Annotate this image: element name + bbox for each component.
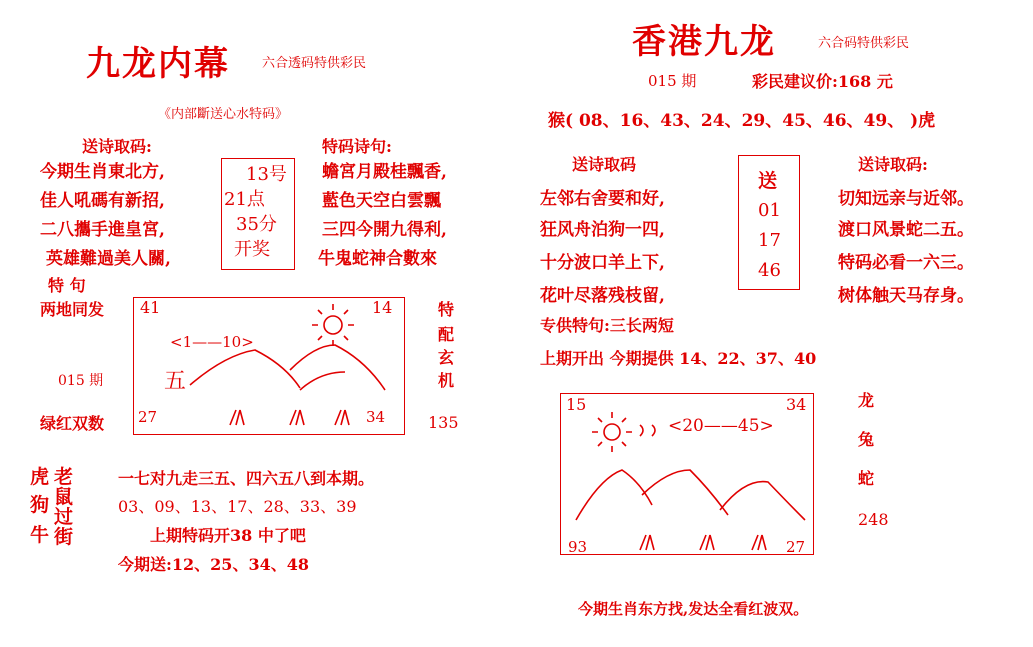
right-monkey-line: 猴( 08、16、43、24、29、45、46、49、 )虎 [548,111,936,131]
right-poem-line-1: 左邻右舍要和好, [540,189,665,209]
left-box-line-4: 开奖 [234,239,270,260]
right-price: 彩民建议价:168 元 [752,72,893,91]
right-title-sub: 六合码特供彩民 [818,36,910,51]
right-sketch-tr: 34 [786,395,807,414]
left-poem-right-header: 特码诗句: [322,137,392,156]
left-poem-line-4: 英雄難過美人關, [46,249,171,269]
left-sketch-char: 五 [164,369,187,394]
left-poem-line-2: 佳人吼碼有新招, [40,191,165,211]
left-side-num: 135 [428,413,459,432]
right-title: 香港九龙 [632,22,776,62]
right-poem-right-line-1: 切知远亲与近邻。 [838,189,974,209]
left-subtitle: 《内部斷送心水特码》 [158,107,289,122]
left-sketch-br: 34 [366,408,386,426]
right-side-char-3: 蛇 [858,469,875,488]
left-period: 015 期 [58,373,104,389]
left-zodiac-1-1: 虎 [30,466,50,488]
right-poem-line-2: 狂风舟泊狗一四, [540,220,665,240]
left-lvhong: 绿红双数 [40,414,105,433]
left-poem-header: 送诗取码: [82,137,152,156]
right-poem-line-3: 十分波口羊上下, [540,253,665,273]
right-box-line-2: 01 [758,200,781,221]
left-box-line-3: 35分 [236,214,277,235]
right-side-char-2: 兔 [858,430,875,449]
left-poem-right-line-3: 三四今開九得利, [322,220,447,240]
right-period: 015 期 [648,72,697,90]
left-poem-line-1: 今期生肖東北方, [40,162,165,182]
right-poem-header: 送诗取码 [572,155,637,174]
left-zodiac-2-3: 过 [54,506,74,528]
left-line-3: 上期特码开38 中了吧 [150,526,306,545]
left-liangdi: 两地同发 [40,300,105,319]
left-zodiac-2-4: 街 [54,526,74,548]
left-poem-right-line-4: 牛鬼蛇神合數來 [318,249,437,269]
right-poem-right-line-2: 渡口风景蛇二五。 [838,220,974,240]
right-sketch-bl: 93 [568,538,588,556]
left-title-sub: 六合透码特供彩民 [262,56,367,71]
left-zodiac-2-2: 鼠 [54,486,74,508]
left-side-char-4: 机 [438,371,455,390]
right-sketch-tl: 15 [566,395,587,414]
right-poem-line-4: 花叶尽落残枝留, [540,286,665,306]
left-sketch-range: <1——10> [170,333,254,351]
right-poem-right-line-3: 特码必看一六三。 [838,253,974,273]
right-box-line-1: 送 [758,170,778,192]
right-box-line-4: 46 [758,260,781,281]
left-side-char-1: 特 [438,300,455,319]
left-sketch-num-14: 14 [372,298,393,317]
right-special: 专供特句:三长两短 [540,316,674,335]
left-tejv: 特 句 [48,276,86,295]
left-poem-line-3: 二八攜手進皇宮, [40,220,165,240]
right-sketch-range: <20——45> [668,416,774,436]
right-last-period: 上期开出 今期提供 14、22、37、40 [540,349,817,368]
left-title: 九龙内幕 [86,44,230,84]
right-side-num: 248 [858,510,889,529]
left-side-char-2: 配 [438,325,455,344]
left-line-4: 今期送:12、25、34、48 [118,555,309,574]
right-side-char-1: 龙 [858,391,875,410]
left-zodiac-1-3: 牛 [30,524,50,546]
left-line-1: 一七对九走三五、四六五八到本期。 [118,469,375,488]
left-zodiac-1-2: 狗 [30,494,50,516]
left-poem-right-line-1: 蟾宮月殿桂飄香, [322,162,447,182]
right-poem-right-line-4: 树体触天马存身。 [838,286,974,306]
right-poem-right-header: 送诗取码: [858,155,928,174]
left-sketch-bl: 27 [138,408,158,426]
left-box-line-2: 21点 [224,189,265,210]
left-side-char-3: 玄 [438,348,455,367]
left-poem-right-line-2: 藍色天空白雲飄 [322,191,441,211]
left-box-line-1: 13号 [246,164,287,185]
left-sketch-num-41: 41 [140,298,161,317]
left-line-2: 03、09、13、17、28、33、39 [118,497,357,516]
left-zodiac-2-1: 老 [54,466,74,488]
right-sketch-br: 27 [786,538,806,556]
right-footer: 今期生肖东方找,发达全看红波双。 [578,600,809,618]
right-box-line-3: 17 [758,230,781,251]
